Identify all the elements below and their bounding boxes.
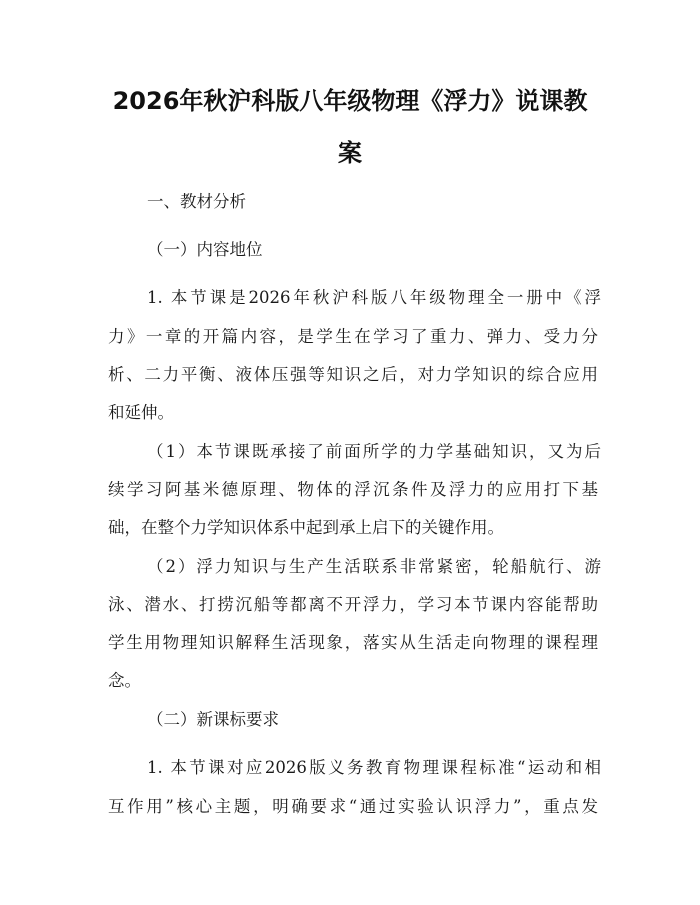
paragraph-line: 和延伸。 [108, 403, 174, 422]
paragraph-line: 学生用物理知识解释生活现象，落实从生活走向物理的课程理 [108, 633, 598, 652]
document-title-line-2: 案 [338, 139, 362, 167]
paragraph-line: （2）浮力知识与生产生活联系非常紧密，轮船航行、游 [147, 557, 601, 576]
paragraph-line: 析、二力平衡、液体压强等知识之后，对力学知识的综合应用 [108, 365, 598, 384]
paragraph-line: 续学习阿基米德原理、物体的浮沉条件及浮力的应用打下基 [108, 480, 598, 499]
paragraph-line: 1. 本节课对应2026版义务教育物理课程标准“运动和相 [147, 758, 601, 777]
paragraph-line: 泳、潜水、打捞沉船等都离不开浮力，学习本节课内容能帮助 [108, 595, 598, 614]
paragraph-line: （1）本节课既承接了前面所学的力学基础知识，又为后 [147, 442, 601, 461]
paragraph-line: 础，在整个力学知识体系中起到承上启下的关键作用。 [108, 518, 504, 537]
paragraph-line: 1. 本节课是2026年秋沪科版八年级物理全一册中《浮 [147, 288, 601, 307]
paragraph-line: 念。 [108, 671, 141, 690]
paragraph-line: 力》一章的开篇内容，是学生在学习了重力、弹力、受力分 [108, 327, 598, 346]
subsection-heading-new-curriculum: （二）新课标要求 [147, 710, 279, 729]
document-title-line-1: 2026年秋沪科版八年级物理《浮力》说课教 [112, 87, 588, 115]
subsection-heading-content-position: （一）内容地位 [147, 240, 263, 259]
section-heading-textbook-analysis: 一、教材分析 [147, 192, 246, 211]
paragraph-line: 互作用”核心主题，明确要求“通过实验认识浮力”，重点发 [108, 797, 598, 816]
